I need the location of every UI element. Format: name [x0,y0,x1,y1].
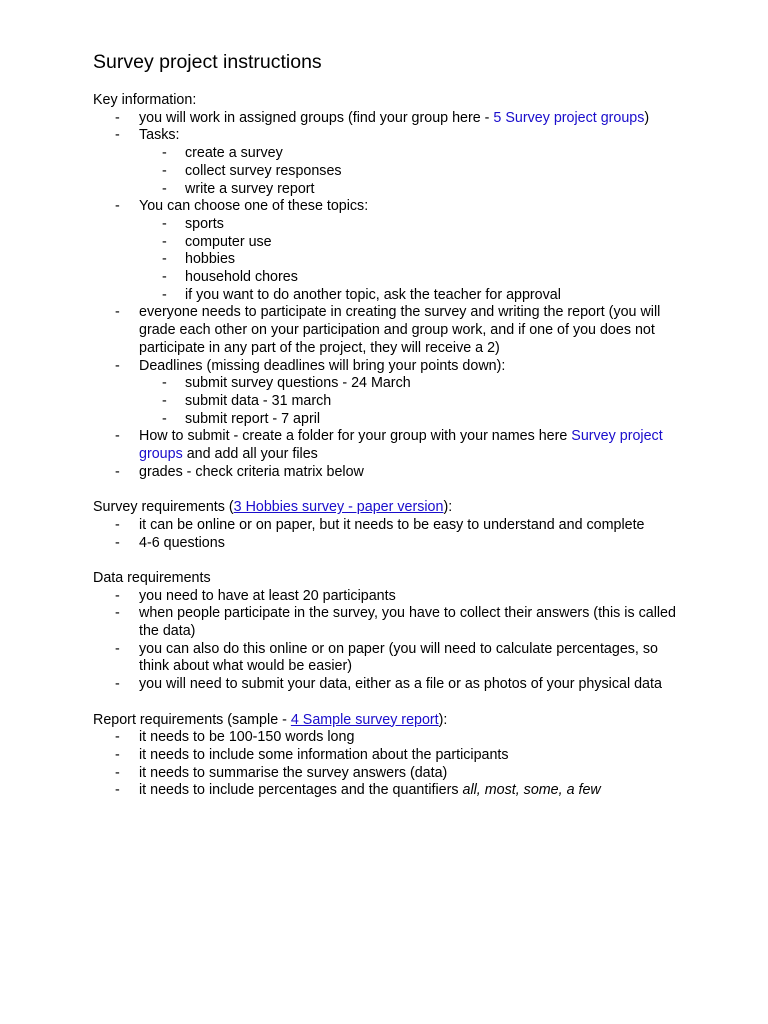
document-body [93,92,693,800]
topic-text: household chores [185,269,298,286]
survey-project-groups-folder-link-cont[interactable]: groups [139,446,183,463]
dash-bullet: - [162,286,167,303]
data-requirements-heading: Data requirements [93,569,211,586]
dash-bullet: - [115,605,120,622]
dash-bullet: - [115,428,120,445]
deadline-text: submit data - 31 march [185,392,332,409]
list-item-deadline [93,411,693,429]
list-item-deadline [93,393,693,411]
dash-bullet: - [115,764,120,781]
list-item-topic [93,234,693,252]
topic-text: sports [185,215,224,232]
list-item [93,747,693,765]
list-item [93,765,693,783]
list-item-grades [93,464,693,482]
dash-bullet: - [115,304,120,321]
list-item-groups [93,110,693,128]
task-text: create a survey [185,145,283,162]
document-title: Survey project instructions [93,51,322,73]
list-item-deadline [93,375,693,393]
survey-requirements-heading [93,499,693,517]
list-item-task [93,181,693,199]
list-item [93,605,693,640]
dash-bullet: - [115,357,120,374]
list-item [93,535,693,553]
dash-bullet: - [115,676,120,693]
key-information-section [93,92,693,481]
data-requirement-text: you can also do this online or on paper (you will need to calculate percentages, so [139,640,658,657]
topics-label: You can choose one of these topics: [139,198,369,215]
report-requirement-text: it needs to include some information about the participants [139,746,509,763]
participation-line: grade each other on your participation and group work, and if one of you does not [139,322,655,339]
dash-bullet: - [162,233,167,250]
key-information-heading: Key information: [93,92,197,108]
dash-bullet: - [162,269,167,286]
submit-suffix: and add all your files [182,446,318,463]
report-requirement-text: it needs to include percentages and the quantifiers [139,782,463,799]
dash-bullet: - [115,109,120,126]
list-item [93,782,693,800]
survey-requirements-label: Survey requirements ( [93,499,234,516]
list-item-deadlines [93,358,693,376]
submit-text: How to submit - create a folder for your group with your names here [139,428,572,445]
report-requirements-heading [93,712,693,730]
list-item [93,588,693,606]
dash-bullet: - [115,198,120,215]
topic-text: if you want to do another topic, ask the teacher for approval [185,286,561,303]
list-item [93,517,693,535]
dash-bullet: - [115,463,120,480]
data-requirement-text: you need to have at least 20 participants [139,587,396,604]
dash-bullet: - [162,215,167,232]
list-item [93,676,693,694]
dash-bullet: - [115,729,120,746]
groups-suffix: ) [644,109,650,126]
topic-text: computer use [185,233,272,250]
heading-suffix: ): [443,499,453,516]
list-item-task [93,145,693,163]
data-requirement-text: you will need to submit your data, either as a file or as photos of your physical data [139,676,662,693]
tasks-label: Tasks: [139,127,180,144]
task-text: write a survey report [185,180,315,197]
list-item-topic [93,251,693,269]
data-requirement-text: think about what would be easier) [139,658,352,675]
data-requirement-text: when people participate in the survey, you have to collect their answers (this is called [139,605,676,622]
dash-bullet: - [115,127,120,144]
survey-requirement-text: 4-6 questions [139,534,225,551]
dash-bullet: - [115,516,120,533]
report-requirements-section [93,712,693,801]
survey-project-groups-folder-link[interactable]: Survey project [571,428,663,445]
dash-bullet: - [115,782,120,799]
dash-bullet: - [162,410,167,427]
task-text: collect survey responses [185,162,342,179]
groups-text: you will work in assigned groups (find your group here - [139,109,494,126]
report-requirements-label: Report requirements (sample - [93,711,291,728]
survey-project-groups-link[interactable]: 5 Survey project groups [493,109,645,126]
participation-line: everyone needs to participate in creating the survey and writing the report (you will [139,304,661,321]
list-item-topics [93,198,693,216]
dash-bullet: - [162,180,167,197]
topic-text: hobbies [185,251,236,268]
deadlines-label: Deadlines (missing deadlines will bring your points down): [139,357,506,374]
report-requirement-text: it needs to summarise the survey answers (data) [139,764,448,781]
dash-bullet: - [115,534,120,551]
survey-requirement-text: it can be online or on paper, but it needs to be easy to understand and complete [139,516,645,533]
dash-bullet: - [115,640,120,657]
list-item-topic [93,287,693,305]
dash-bullet: - [162,162,167,179]
list-item [93,729,693,747]
deadline-text: submit survey questions - 24 March [185,375,411,392]
data-requirements-section [93,570,693,694]
grades-text: grades - check criteria matrix below [139,463,364,480]
dash-bullet: - [115,746,120,763]
report-requirement-text: it needs to be 100-150 words long [139,729,355,746]
survey-requirements-section [93,499,693,552]
participation-line: participate in any part of the project, they will receive a 2) [139,339,500,356]
list-item-topic [93,269,693,287]
dash-bullet: - [162,375,167,392]
dash-bullet: - [115,587,120,604]
list-item [93,641,693,676]
dash-bullet: - [162,251,167,268]
list-item-how-to-submit [93,428,693,463]
heading-suffix: ): [438,711,448,728]
hobbies-survey-link[interactable]: 3 Hobbies survey - paper version [233,499,444,516]
quantifiers-italic-text: all, most, some, a few [462,782,601,799]
dash-bullet: - [162,392,167,409]
list-item-topic [93,216,693,234]
sample-survey-report-link[interactable]: 4 Sample survey report [290,711,439,728]
list-item-participation [93,304,693,357]
list-item-tasks [93,127,693,145]
deadline-text: submit report - 7 april [185,410,321,427]
dash-bullet: - [162,145,167,162]
data-requirement-text: the data) [139,623,196,640]
list-item-task [93,163,693,181]
